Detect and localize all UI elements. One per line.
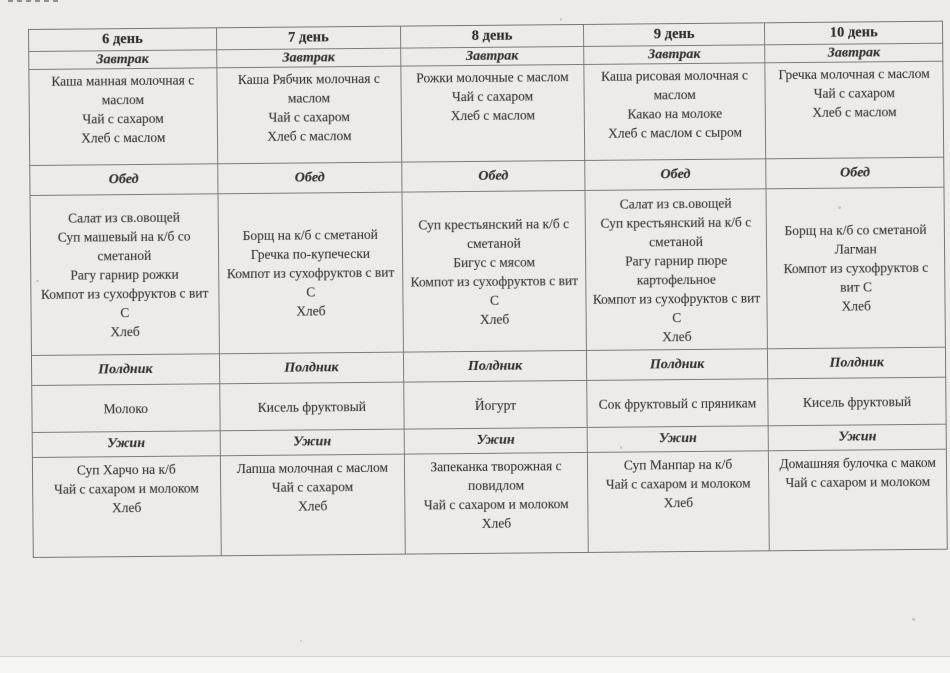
menu-item: Салат из св.овощей [619, 195, 732, 212]
lunch-menu [767, 187, 945, 349]
section-header-lunch: Обед [218, 162, 402, 194]
day-column-7 [216, 27, 405, 556]
menu-item: Чай с сахаром [813, 85, 895, 101]
menu-item: Суп машевый на к/б со сметаной [57, 228, 191, 264]
scan-speck [300, 640, 302, 642]
menu-item: Каша рисовая молочная с маслом [601, 67, 749, 103]
section-header-snack: Полдник [587, 348, 768, 380]
menu-item: Суп Харчо на к/б [76, 461, 176, 478]
menu-item: Компот из сухофруктов с вит С [783, 259, 929, 295]
dinner-menu [220, 454, 404, 556]
scan-speck [620, 446, 622, 449]
snack-menu [769, 377, 946, 426]
day-header: 7 день [288, 29, 329, 46]
menu-item: Чай с сахаром и молоком [785, 473, 931, 491]
section-header-breakfast: Завтрак [217, 48, 401, 68]
section-header-breakfast: Завтрак [584, 44, 765, 64]
menu-item: Хлеб с маслом [450, 107, 535, 124]
day-header: 10 день [829, 24, 878, 41]
section-header-lunch: Обед [30, 163, 217, 195]
menu-item: Чай с сахаром и молоком [605, 475, 751, 492]
menu-item: Рагу гарнир рожки [70, 266, 179, 283]
menu-table-wrap [28, 21, 948, 558]
section-header-snack: Полдник [32, 353, 219, 385]
snack-menu [32, 383, 219, 432]
menu-item: Хлеб [297, 498, 328, 514]
menu-item: Хлеб [111, 499, 142, 516]
menu-item: Сок фруктовый с пряникам [598, 394, 757, 412]
day-column-9 [583, 23, 769, 552]
menu-item: Борщ на к/б с сметаной [242, 226, 378, 244]
dinner-menu [33, 455, 220, 557]
day-column-10 [764, 22, 946, 551]
lunch-menu [31, 193, 219, 355]
menu-item: Рагу гарнир пюре картофельное [625, 252, 728, 287]
section-header-dinner: Ужин [587, 425, 768, 452]
menu-item: Гречка молочная с маслом [778, 65, 930, 83]
menu-item: Хлеб с маслом [267, 128, 352, 144]
section-header-dinner: Ужин [220, 429, 404, 456]
menu-item: Хлеб с маслом [81, 129, 166, 146]
menu-item: Каша манная молочная с маслом [51, 72, 195, 108]
snack-menu [587, 378, 768, 427]
menu-item: Салат из св.овощей [68, 209, 180, 226]
menu-item: Хлеб с маслом с сыром [608, 124, 743, 141]
menu-item: Компот из сухофруктов с вит С [592, 289, 761, 325]
menu-item: Лапша молочная с маслом [236, 459, 389, 477]
menu-item: Хлеб [841, 298, 871, 314]
section-header-snack: Полдник [404, 350, 586, 382]
menu-item: Хлеб [110, 323, 140, 340]
day-header: 8 день [471, 27, 513, 44]
section-header-dinner: Ужин [405, 427, 587, 454]
menu-item: Бигус с мясом [453, 253, 536, 270]
menu-item: Чай с сахаром [268, 109, 350, 125]
breakfast-menu [29, 67, 216, 165]
menu-item: Суп крестьянский на к/б с сметаной [600, 213, 752, 249]
day-header: 9 день [653, 25, 695, 43]
menu-item: Чай с сахаром [82, 110, 164, 127]
day-column-8 [400, 25, 587, 554]
menu-item: Компот из сухофруктов с вит С [40, 285, 209, 321]
lunch-menu [403, 190, 586, 352]
menu-item: Хлеб с маслом [812, 104, 897, 120]
breakfast-menu [217, 66, 401, 164]
menu-item: Лагман [834, 241, 877, 257]
menu-table [28, 21, 948, 558]
menu-item: Суп крестьянский на к/б с сметаной [418, 215, 570, 251]
menu-item: Кисель фруктовый [257, 398, 367, 415]
section-header-breakfast: Завтрак [766, 43, 943, 63]
scan-speck [36, 280, 39, 282]
section-header-lunch: Обед [402, 160, 584, 192]
lunch-menu [585, 188, 767, 350]
menu-item: Каша Рябчик молочная с маслом [237, 70, 380, 106]
dinner-menu [405, 452, 588, 554]
menu-item: Суп Манпар на к/б [623, 456, 733, 473]
scanner-background [0, 657, 950, 673]
menu-item: Чай с сахаром и молоком [423, 496, 569, 513]
scan-speck [912, 618, 915, 621]
menu-item: Компот из сухофруктов с вит С [226, 264, 395, 300]
menu-item: Чай с сахаром [271, 479, 354, 495]
breakfast-menu [766, 61, 943, 159]
menu-item: Чай с сахаром и молоком [54, 480, 199, 497]
section-header-lunch: Обед [767, 157, 944, 189]
menu-item: Кисель фруктовый [802, 393, 912, 410]
snack-menu [404, 380, 586, 429]
breakfast-menu [402, 64, 584, 162]
menu-item: Рожки молочные с маслом [416, 69, 569, 86]
day-header: 6 день [101, 30, 143, 48]
snack-menu [220, 382, 404, 431]
day-column-6 [29, 28, 220, 557]
menu-item: Хлеб [481, 515, 512, 531]
menu-item: Хлеб [296, 303, 326, 319]
menu-item: Компот из сухофруктов с вит С [410, 272, 579, 308]
menu-item: Какао на молоке [627, 105, 723, 122]
breakfast-menu [584, 62, 765, 160]
scan-speck [560, 18, 562, 21]
dinner-menu [588, 450, 769, 552]
section-header-breakfast: Завтрак [401, 46, 583, 66]
menu-item: Борщ на к/б со сметаной [784, 221, 927, 239]
section-header-snack: Полдник [768, 347, 945, 379]
menu-item: Домашняя булочка с маком [779, 454, 936, 472]
menu-item: Йогурт [474, 397, 517, 413]
menu-item: Хлеб [662, 328, 692, 344]
section-header-dinner: Ужин [769, 424, 946, 451]
menu-item: Запеканка творожная с повидлом [430, 458, 562, 494]
lunch-menu [218, 192, 403, 354]
section-header-breakfast: Завтрак [29, 49, 216, 69]
dinner-menu [769, 449, 947, 551]
section-header-dinner: Ужин [33, 430, 220, 457]
menu-item: Хлеб [663, 494, 694, 511]
menu-item: Чай с сахаром [451, 88, 534, 105]
section-header-snack: Полдник [220, 352, 404, 384]
section-header-lunch: Обед [585, 158, 766, 190]
menu-item: Молоко [103, 400, 148, 416]
scan-speck [838, 206, 841, 209]
menu-item: Гречка по-купечески [250, 245, 371, 262]
scan-artifact-top [8, 0, 60, 2]
menu-item: Хлеб [479, 311, 510, 327]
